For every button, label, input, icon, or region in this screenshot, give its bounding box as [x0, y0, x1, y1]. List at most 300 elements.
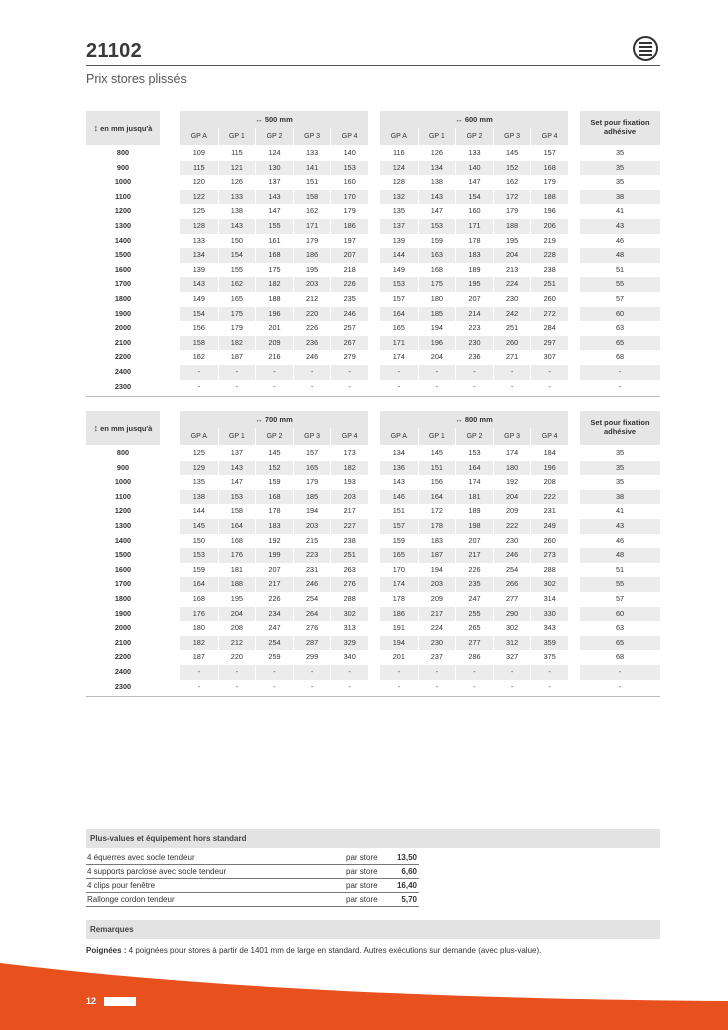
- price-cell: 138: [418, 175, 456, 190]
- width-arrow-icon: ↔: [455, 415, 463, 424]
- price-cell: 207: [455, 292, 493, 307]
- price-cell: 188: [255, 292, 293, 307]
- price-cell: 226: [293, 321, 331, 336]
- price-cells: [180, 461, 368, 476]
- price-group-label: GP A: [390, 133, 407, 140]
- price-cell: 238: [330, 534, 368, 549]
- price-cell: 144: [392, 250, 405, 260]
- price-cell: 164: [455, 461, 493, 476]
- price-cell: 172: [418, 504, 456, 519]
- price-cell: 226: [330, 277, 368, 292]
- price-cell: 247: [255, 621, 293, 636]
- price-cell: 212: [218, 636, 256, 651]
- price-cell: 138: [192, 491, 205, 501]
- price-cell: 193: [330, 475, 368, 490]
- table-row: [86, 475, 660, 490]
- height-header: [86, 411, 160, 445]
- height-cell: 2400: [114, 366, 132, 376]
- height-cell: 2300: [114, 681, 132, 691]
- price-cell: 182: [192, 637, 205, 647]
- price-group-label: GP 4: [330, 428, 368, 445]
- set-cell: 43: [580, 519, 660, 534]
- price-group-label: GP 4: [330, 128, 368, 145]
- price-cell: 157: [392, 293, 405, 303]
- price-cell: 154: [455, 190, 493, 205]
- surcharge-price: 5,70: [401, 895, 417, 904]
- height-cell: 1200: [114, 506, 132, 516]
- set-cell: -: [580, 365, 660, 380]
- surcharge-row: [86, 893, 419, 907]
- price-cell: 217: [455, 548, 493, 563]
- price-cell: -: [455, 380, 493, 395]
- price-cell: 327: [493, 650, 531, 665]
- price-cell: 251: [493, 321, 531, 336]
- price-cell: 182: [218, 336, 256, 351]
- price-cells: [380, 365, 568, 380]
- table-row: [86, 577, 660, 592]
- price-cell: 143: [218, 461, 256, 476]
- price-cell: 203: [293, 519, 331, 534]
- table-row: [86, 277, 660, 292]
- price-cell: 196: [530, 204, 568, 219]
- price-cell: 207: [330, 248, 368, 263]
- table-row: [86, 292, 660, 307]
- height-cell: 1800: [114, 293, 132, 303]
- price-cell: 246: [330, 307, 368, 322]
- price-cell: 162: [192, 352, 205, 362]
- footer-bar: [104, 997, 136, 1006]
- surcharge-label: 4 équerres avec socle tendeur: [87, 853, 195, 862]
- price-cell: -: [397, 366, 401, 376]
- price-cell: 188: [530, 190, 568, 205]
- price-cell: 143: [418, 190, 456, 205]
- price-group-subheader: [380, 128, 568, 145]
- price-cell: 224: [418, 621, 456, 636]
- price-cell: 223: [455, 321, 493, 336]
- price-cell: -: [197, 366, 201, 376]
- price-cell: 130: [255, 161, 293, 176]
- price-cell: 162: [218, 277, 256, 292]
- height-cell: 1000: [114, 477, 132, 487]
- price-cell: -: [418, 665, 456, 680]
- price-cell: 186: [330, 219, 368, 234]
- price-cell: 207: [255, 563, 293, 578]
- price-cell: 174: [392, 579, 405, 589]
- price-group-label: GP A: [390, 433, 407, 440]
- page-subtitle: Prix stores plissés: [86, 72, 187, 86]
- height-cell: 2200: [114, 652, 132, 662]
- price-cell: 231: [530, 504, 568, 519]
- price-cells: [380, 336, 568, 351]
- price-cell: 138: [218, 204, 256, 219]
- price-cell: 266: [493, 577, 531, 592]
- price-cells: [180, 307, 368, 322]
- price-cells: [380, 234, 568, 249]
- price-cell: 157: [392, 520, 405, 530]
- price-cell: 204: [418, 350, 456, 365]
- price-cell: 173: [330, 446, 368, 461]
- height-header-label: en mm jusqu'à: [100, 123, 153, 133]
- price-cells: [380, 380, 568, 395]
- surcharge-unit: par store: [346, 881, 378, 890]
- price-cell: 227: [330, 519, 368, 534]
- price-cell: 182: [330, 461, 368, 476]
- price-cell: -: [455, 680, 493, 695]
- price-cell: 201: [255, 321, 293, 336]
- price-cell: 187: [192, 652, 205, 662]
- price-cell: 179: [330, 204, 368, 219]
- price-cell: 208: [530, 475, 568, 490]
- price-cell: 168: [530, 161, 568, 176]
- price-cell: 203: [418, 577, 456, 592]
- price-cell: 246: [493, 548, 531, 563]
- set-cell: 65: [580, 636, 660, 651]
- price-cell: -: [218, 365, 256, 380]
- table-row: [86, 607, 660, 622]
- price-cell: 223: [293, 548, 331, 563]
- footer-wave: [0, 955, 728, 1030]
- price-cell: 230: [418, 636, 456, 651]
- table-row: [86, 592, 660, 607]
- set-cell: 68: [615, 652, 625, 662]
- price-cell: 237: [418, 650, 456, 665]
- price-cells: [380, 519, 568, 534]
- price-cell: 133: [192, 235, 205, 245]
- set-cell: 38: [580, 490, 660, 505]
- price-cell: 147: [418, 204, 456, 219]
- price-cell: 171: [293, 219, 331, 234]
- price-cell: 164: [418, 490, 456, 505]
- price-group-label: GP 3: [493, 428, 531, 445]
- width-arrow-icon: ↔: [255, 115, 263, 124]
- price-cell: 128: [392, 177, 405, 187]
- price-cell: 133: [218, 190, 256, 205]
- price-cell: 191: [392, 623, 405, 633]
- price-cells: [180, 577, 368, 592]
- price-cell: 183: [255, 519, 293, 534]
- price-cells: [380, 350, 568, 365]
- price-cell: 178: [392, 593, 405, 603]
- price-cell: -: [530, 665, 568, 680]
- price-group-label: GP 2: [255, 428, 293, 445]
- price-group-label: GP 3: [293, 128, 331, 145]
- price-cell: 151: [293, 175, 331, 190]
- price-cells: [380, 321, 568, 336]
- table-body: [86, 146, 660, 394]
- set-cell: 35: [615, 177, 625, 187]
- height-cell: 2400: [114, 666, 132, 676]
- set-cell: 68: [615, 352, 625, 362]
- price-cells: [180, 607, 368, 622]
- price-cell: 158: [293, 190, 331, 205]
- width-arrow-icon: ↔: [455, 115, 463, 124]
- price-cell: 164: [218, 519, 256, 534]
- height-header: [86, 111, 160, 145]
- height-cell: 900: [116, 162, 130, 172]
- price-cell: 216: [255, 350, 293, 365]
- price-cell: 195: [218, 592, 256, 607]
- price-cell: 179: [493, 204, 531, 219]
- set-cell: 41: [615, 506, 625, 516]
- price-cell: 126: [218, 175, 256, 190]
- price-cell: 163: [418, 248, 456, 263]
- price-cells: [380, 204, 568, 219]
- table-row: [86, 175, 660, 190]
- price-cell: 236: [293, 336, 331, 351]
- set-cell: 43: [580, 219, 660, 234]
- table-row: [86, 504, 660, 519]
- price-cell: 154: [218, 248, 256, 263]
- price-cell: 168: [218, 534, 256, 549]
- price-cell: -: [397, 666, 401, 676]
- price-cell: 168: [255, 490, 293, 505]
- price-cell: 157: [530, 146, 568, 161]
- price-cells: [180, 665, 368, 680]
- price-cell: -: [293, 380, 331, 395]
- set-cell: 35: [615, 477, 625, 487]
- price-group-label: GP 1: [418, 128, 456, 145]
- table-row: [86, 446, 660, 461]
- price-cell: 187: [418, 548, 456, 563]
- price-cell: 231: [293, 563, 331, 578]
- price-cell: 196: [418, 336, 456, 351]
- price-group-label: GP 2: [455, 428, 493, 445]
- height-cell: 1700: [114, 579, 132, 589]
- price-cell: 175: [255, 263, 293, 278]
- price-cell: -: [330, 365, 368, 380]
- price-cell: 146: [392, 491, 405, 501]
- price-cells: [380, 190, 568, 205]
- price-cell: 151: [392, 506, 405, 516]
- table-row: [86, 519, 660, 534]
- price-cell: 165: [293, 461, 331, 476]
- price-cell: 188: [493, 219, 531, 234]
- price-cell: 170: [330, 190, 368, 205]
- price-cell: -: [418, 365, 456, 380]
- surcharge-row: [86, 851, 419, 865]
- price-cell: 175: [218, 307, 256, 322]
- price-cell: 251: [530, 277, 568, 292]
- price-cell: 217: [418, 607, 456, 622]
- price-cells: [380, 161, 568, 176]
- height-cell: 1300: [114, 520, 132, 530]
- price-cell: -: [293, 680, 331, 695]
- price-cell: -: [530, 680, 568, 695]
- set-cell: 35: [615, 148, 625, 157]
- price-cells: [180, 446, 368, 461]
- set-cell: 46: [615, 235, 625, 245]
- price-cell: 185: [293, 490, 331, 505]
- price-cell: 218: [330, 263, 368, 278]
- price-cell: 160: [455, 204, 493, 219]
- price-cell: 132: [392, 191, 405, 201]
- price-cells: [180, 292, 368, 307]
- price-cell: 276: [330, 577, 368, 592]
- price-group-label: GP 3: [293, 428, 331, 445]
- set-cell: -: [618, 381, 622, 391]
- price-cell: 217: [255, 577, 293, 592]
- price-cell: 260: [493, 336, 531, 351]
- price-cell: -: [255, 665, 293, 680]
- price-cell: 246: [293, 577, 331, 592]
- height-cell: 2100: [114, 337, 132, 347]
- price-cell: 128: [192, 220, 205, 230]
- surcharge-label: 4 clips pour fenêtre: [87, 881, 156, 890]
- price-cell: -: [493, 380, 531, 395]
- price-cells: [380, 607, 568, 622]
- price-cells: [380, 592, 568, 607]
- price-cell: 159: [418, 234, 456, 249]
- remarks-bold-label: Poignées :: [86, 946, 127, 955]
- price-cell: -: [255, 380, 293, 395]
- price-group-label: GP 1: [418, 428, 456, 445]
- price-cells: [380, 461, 568, 476]
- price-cell: 254: [255, 636, 293, 651]
- price-group-label: GP 2: [255, 128, 293, 145]
- price-cell: 159: [192, 564, 205, 574]
- price-cell: 156: [192, 323, 205, 333]
- price-cell: 222: [530, 490, 568, 505]
- price-cell: 215: [293, 534, 331, 549]
- height-cell: 1100: [115, 191, 131, 201]
- price-cell: 260: [530, 292, 568, 307]
- table-row: [86, 146, 660, 161]
- price-cell: 165: [218, 292, 256, 307]
- table-row: [86, 380, 660, 395]
- price-cell: 152: [493, 161, 531, 176]
- price-cell: -: [197, 666, 201, 676]
- price-cell: 171: [392, 337, 405, 347]
- price-cell: 297: [530, 336, 568, 351]
- price-cell: 259: [255, 650, 293, 665]
- price-group-label: GP 4: [530, 428, 568, 445]
- price-cell: 143: [255, 190, 293, 205]
- price-cell: 288: [530, 563, 568, 578]
- price-cell: 115: [192, 162, 205, 172]
- set-cell: 51: [615, 264, 625, 274]
- price-cell: 192: [255, 534, 293, 549]
- price-cells: [380, 504, 568, 519]
- price-cell: 180: [418, 292, 456, 307]
- price-cell: 176: [192, 608, 205, 618]
- price-cell: -: [530, 365, 568, 380]
- price-cell: -: [455, 665, 493, 680]
- width-group-label: 600 mm: [464, 115, 493, 124]
- price-cell: 217: [330, 504, 368, 519]
- height-cell: 2100: [114, 637, 132, 647]
- price-cell: 194: [392, 637, 405, 647]
- price-cell: 195: [293, 263, 331, 278]
- set-cell: -: [580, 665, 660, 680]
- price-cells: [180, 248, 368, 263]
- price-cells: [380, 534, 568, 549]
- price-cell: 279: [330, 350, 368, 365]
- set-header: Set pour fixation adhésive: [580, 411, 660, 445]
- price-cell: 284: [530, 321, 568, 336]
- price-cell: 307: [530, 350, 568, 365]
- price-cells: [180, 365, 368, 380]
- height-arrow-icon: ↕: [93, 123, 99, 133]
- price-cell: 242: [493, 307, 531, 322]
- price-cell: 272: [530, 307, 568, 322]
- price-cells: [180, 263, 368, 278]
- price-cell: 124: [255, 146, 293, 161]
- price-cell: 212: [293, 292, 331, 307]
- price-cell: 302: [493, 621, 531, 636]
- price-cell: 188: [218, 577, 256, 592]
- price-cell: 246: [293, 350, 331, 365]
- set-cell: 60: [580, 607, 660, 622]
- width-group-header: [380, 111, 568, 128]
- price-cells: [380, 650, 568, 665]
- height-header-label: en mm jusqu'à: [100, 423, 153, 433]
- price-cell: 126: [418, 146, 456, 161]
- price-cell: -: [418, 380, 456, 395]
- table-row: [86, 234, 660, 249]
- price-group-label: GP 1: [218, 128, 256, 145]
- price-cell: 171: [455, 219, 493, 234]
- price-cell: 174: [493, 446, 531, 461]
- table-row: [86, 665, 660, 680]
- price-cell: 201: [392, 652, 405, 662]
- price-cells: [180, 234, 368, 249]
- price-cell: 156: [418, 475, 456, 490]
- height-cell: 1200: [114, 206, 132, 216]
- price-cell: 165: [392, 323, 405, 333]
- price-cell: 137: [218, 446, 256, 461]
- price-cell: 204: [493, 248, 531, 263]
- price-cell: 192: [493, 475, 531, 490]
- price-cells: [180, 621, 368, 636]
- price-cell: 141: [293, 161, 331, 176]
- price-cell: 290: [493, 607, 531, 622]
- price-cell: 134: [392, 448, 405, 457]
- set-header: Set pour fixation adhésive: [580, 111, 660, 145]
- price-cell: 255: [455, 607, 493, 622]
- table-row: [86, 461, 660, 476]
- price-cell: 153: [218, 490, 256, 505]
- price-cell: 159: [255, 475, 293, 490]
- width-group-label: 700 mm: [264, 415, 293, 424]
- table-row: [86, 263, 660, 278]
- table-row: [86, 534, 660, 549]
- price-cell: 168: [255, 248, 293, 263]
- height-cell: 800: [116, 448, 130, 457]
- height-cell: 2300: [114, 381, 132, 391]
- price-cell: 238: [530, 263, 568, 278]
- price-cell: 340: [330, 650, 368, 665]
- price-cells: [380, 263, 568, 278]
- price-cells: [380, 665, 568, 680]
- price-cell: 137: [255, 175, 293, 190]
- price-cell: 158: [218, 504, 256, 519]
- price-cell: 153: [418, 219, 456, 234]
- width-group-header: [180, 411, 368, 428]
- price-group-label: GP A: [190, 133, 207, 140]
- set-cell: -: [618, 681, 622, 691]
- table-row: [86, 621, 660, 636]
- price-cells: [380, 248, 568, 263]
- price-cell: 209: [255, 336, 293, 351]
- set-cell: 35: [580, 161, 660, 176]
- price-cell: 359: [530, 636, 568, 651]
- title-divider: [86, 65, 660, 66]
- surcharge-price: 16,40: [396, 881, 417, 890]
- price-cell: 139: [392, 235, 405, 245]
- height-cell: 1300: [114, 220, 132, 230]
- price-cell: 168: [418, 263, 456, 278]
- table-row: [86, 248, 660, 263]
